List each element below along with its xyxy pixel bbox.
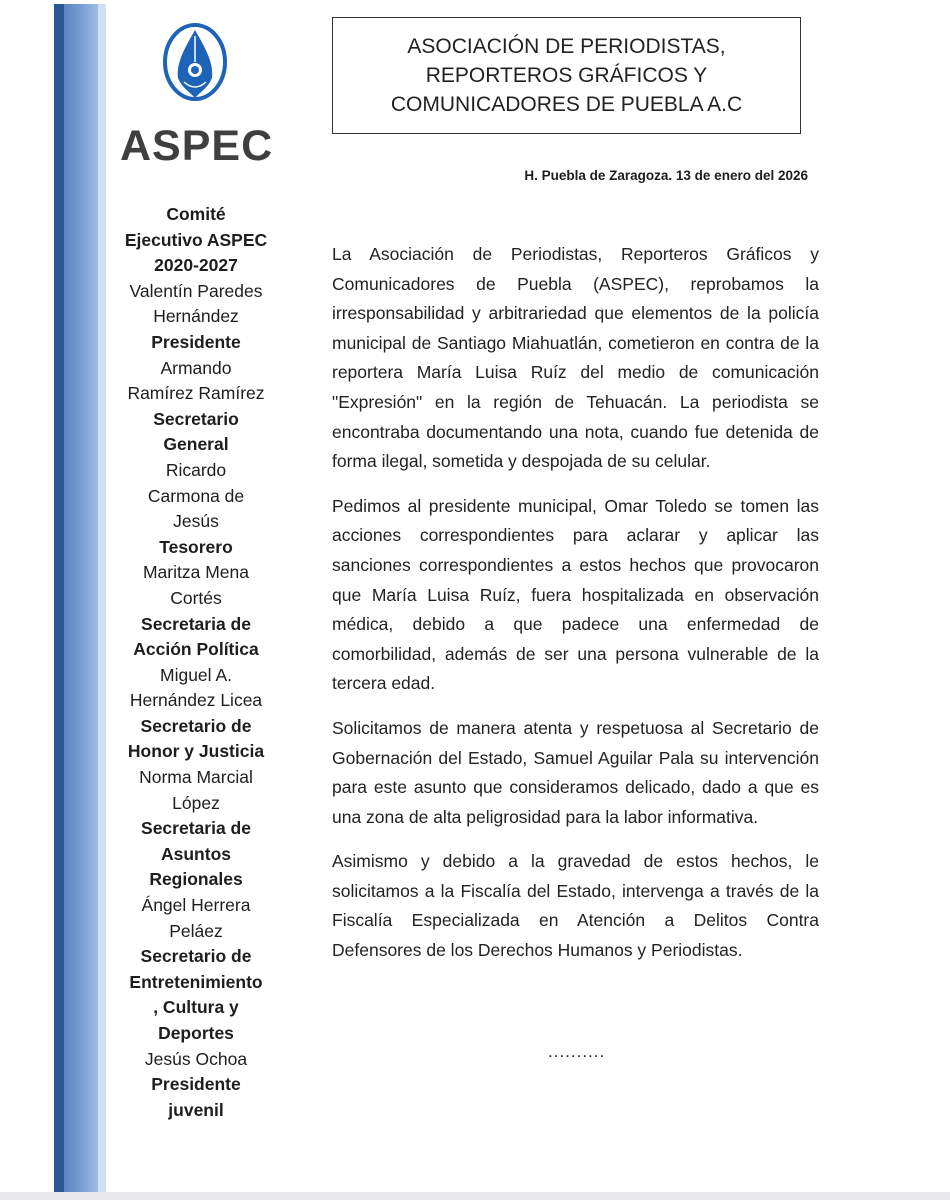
member-name-line: Hernández Licea	[129, 690, 263, 711]
member-role-line: Presidente	[151, 331, 241, 352]
member-name-line: Norma Marcial	[139, 767, 253, 788]
member-role-line: Acción Política	[133, 639, 259, 660]
member-role-line: Deportes	[158, 1023, 234, 1043]
member-role-line: Secretario de	[140, 946, 252, 967]
logo-wordmark: ASPEC	[120, 122, 274, 170]
member-role-line: , Cultura y	[153, 997, 239, 1018]
committee-title-line: Comité	[166, 204, 226, 224]
committee-sidebar	[122, 202, 270, 1123]
member-name-line: Maritza Mena	[142, 562, 249, 583]
association-header-box	[332, 17, 801, 134]
member-role-line: Regionales	[149, 869, 243, 890]
member-role-line: Secretario de	[140, 715, 252, 736]
statement-paragraph: Solicitamos de manera atenta y respetuosa al Secretario de Gobernación del Estado, Samuel Aguilar Pala su intervención para este asunto que consideramos delicado, dado a que es una zona de alta peligrosidad para la labor informativa.	[332, 717, 819, 827]
document-date: H. Puebla de Zaragoza. 13 de enero del 2026	[524, 168, 808, 183]
member-role-line: Asuntos	[161, 843, 231, 864]
header-line: ASOCIACIÓN DE PERIODISTAS,	[407, 35, 726, 58]
member-name-line: Ramírez Ramírez	[127, 383, 265, 404]
member-name-line: Jesús Ochoa	[144, 1048, 248, 1069]
page-bottom-edge	[0, 1192, 950, 1200]
member-role-line: Presidente	[151, 1074, 241, 1095]
member-role-line: Entretenimiento	[129, 971, 263, 992]
fountain-pen-nib-icon	[162, 22, 228, 122]
member-name-line: Hernández	[153, 306, 239, 327]
member-role-line: Secretario	[153, 408, 239, 429]
member-role-line: Honor y Justicia	[127, 741, 265, 762]
statement-paragraph: Pedimos al presidente municipal, Omar Toledo se tomen las acciones correspondientes para aclarar y aplicar las sanciones correspondientes a estos hechos que provocaron que María Luisa Ruíz, fuera hospitalizada en observación médica, debido a que padece una enfermedad de comorbilidad, además de ser una persona vulnerable de la tercera edad.	[332, 495, 819, 694]
statement-paragraph: La Asociación de Periodistas, Reporteros Gráficos y Comunicadores de Puebla (ASPEC), reprobamos la irresponsabilidad y arbitrariedad que elementos de la policía municipal de Santiago Miahuatlán, cometieron en contra de la reportera María Luisa Ruíz del medio de comunicación "Expresión" en la región de Tehuacán. La periodista se encontraba documentando una nota, cuando fue detenida de forma ilegal, sometida y despojada de su celular.	[332, 244, 819, 472]
committee-title-line: Ejecutivo ASPEC	[124, 229, 268, 250]
member-role-line: Secretaria de	[141, 613, 251, 634]
member-name-line: Cortés	[170, 587, 222, 608]
member-name-line: López	[172, 792, 220, 813]
decorative-stripe-dark	[54, 4, 64, 1192]
statement-paragraph: Asimismo y debido a la gravedad de estos hechos, le solicitamos a la Fiscalía del Estado, intervenga a través de la Fiscalía Especializada en Atención a Delitos Contra Defensores de los Derechos Humanos y Periodistas.	[332, 851, 819, 961]
closing-ellipsis: ..........	[548, 1042, 606, 1061]
member-name-line: Valentín Paredes	[129, 280, 263, 301]
member-name-line: Miguel A.	[160, 664, 232, 685]
member-name-line: Jesús	[173, 511, 219, 532]
header-line: COMUNICADORES DE PUEBLA A.C	[390, 93, 743, 116]
decorative-stripe-mid	[64, 4, 98, 1192]
member-name-line: Ricardo	[165, 459, 227, 480]
member-name-line: Carmona de	[147, 485, 245, 506]
member-name-line: Peláez	[169, 920, 223, 941]
decorative-stripe-light	[98, 4, 106, 1192]
member-role-line: Tesorero	[159, 536, 233, 557]
member-name-line: Ángel Herrera	[141, 895, 251, 916]
member-name-line: Armando	[160, 357, 232, 378]
aspec-logo	[120, 22, 274, 172]
committee-title-line: 2020-2027	[154, 255, 238, 276]
header-line: REPORTEROS GRÁFICOS Y	[425, 64, 708, 87]
statement-body	[332, 240, 819, 981]
member-role-line: Secretaria de	[141, 818, 251, 839]
member-role-line: juvenil	[168, 1099, 224, 1120]
member-role-line: General	[163, 434, 229, 455]
